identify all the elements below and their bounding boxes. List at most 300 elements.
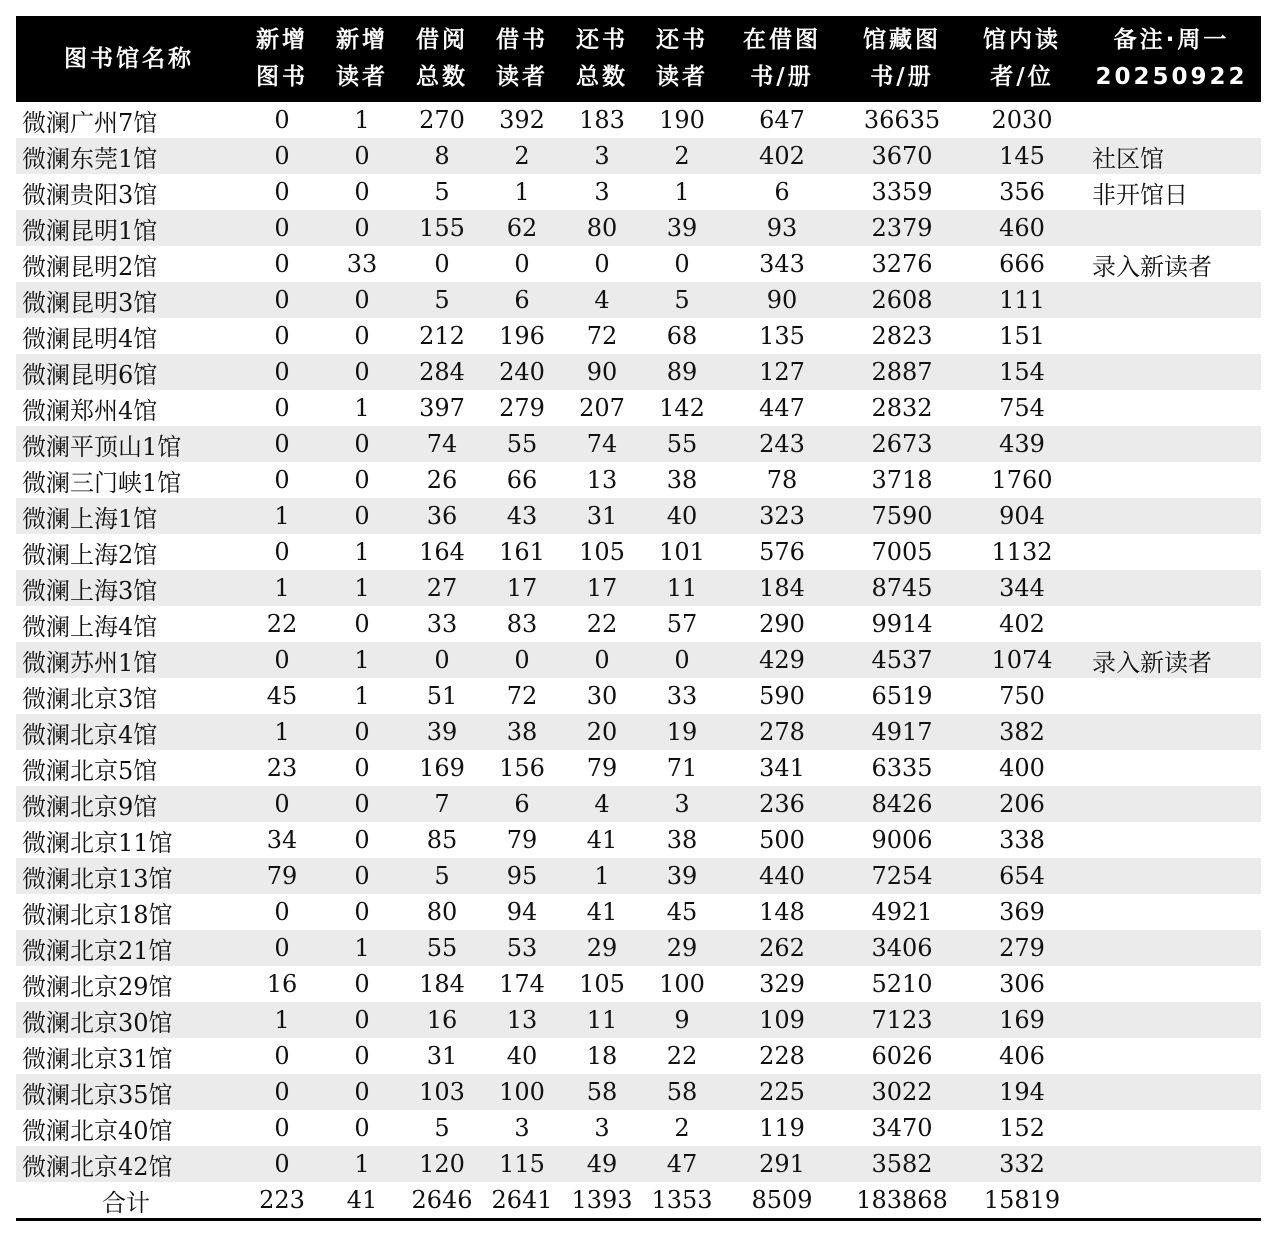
value-cell: 49 <box>562 1146 642 1182</box>
value-cell: 74 <box>562 426 642 462</box>
value-cell: 100 <box>482 1074 562 1110</box>
value-cell: 55 <box>402 930 482 966</box>
library-name-cell: 微澜北京42馆 <box>16 1146 242 1182</box>
value-cell: 262 <box>722 930 842 966</box>
column-header <box>16 16 242 102</box>
column-header <box>322 16 402 102</box>
library-name-cell: 微澜北京3馆 <box>22 684 158 713</box>
value-cell: 19 <box>642 714 722 750</box>
note-cell <box>1082 966 1261 1002</box>
value-cell: 0 <box>402 642 482 678</box>
note-cell: 非开馆日 <box>1092 180 1188 209</box>
value-cell: 109 <box>722 1002 842 1038</box>
value-cell: 1 <box>322 642 402 678</box>
value-cell: 228 <box>759 1042 805 1070</box>
table-row <box>16 1038 1261 1074</box>
value-cell: 20 <box>562 714 642 750</box>
value-cell: 0 <box>242 930 322 966</box>
value-cell: 16 <box>402 1002 482 1038</box>
value-cell: 0 <box>274 538 290 566</box>
column-header-line: 馆内读 <box>983 27 1061 53</box>
column-header-line: 读者 <box>336 64 388 90</box>
value-cell: 2673 <box>842 426 962 462</box>
value-cell: 33 <box>346 250 378 278</box>
value-cell: 3 <box>594 1114 610 1142</box>
value-cell: 2379 <box>842 210 962 246</box>
value-cell: 145 <box>962 138 1082 174</box>
value-cell: 754 <box>999 394 1045 422</box>
value-cell: 40 <box>506 1042 538 1070</box>
column-header <box>562 16 642 102</box>
table-body <box>16 102 1261 1218</box>
library-name-cell: 微澜上海2馆 <box>22 540 158 569</box>
value-cell: 7005 <box>871 538 933 566</box>
value-cell: 151 <box>999 322 1045 350</box>
value-cell: 0 <box>354 970 370 998</box>
note-cell <box>1082 858 1261 894</box>
table-row <box>16 606 1261 642</box>
value-cell: 3670 <box>842 138 962 174</box>
library-name-cell: 微澜昆明1馆 <box>16 210 242 246</box>
value-cell: 15819 <box>962 1182 1082 1218</box>
table-row <box>16 1074 1261 1110</box>
value-cell: 0 <box>274 1042 290 1070</box>
value-cell: 33 <box>426 610 458 638</box>
value-cell: 26 <box>426 466 458 494</box>
value-cell: 90 <box>722 282 842 318</box>
value-cell: 0 <box>274 178 290 206</box>
library-name-cell: 微澜三门峡1馆 <box>22 468 182 497</box>
value-cell: 79 <box>586 754 618 782</box>
library-name-cell: 微澜东莞1馆 <box>16 138 242 174</box>
note-cell <box>1082 498 1261 534</box>
value-cell: 9006 <box>871 826 933 854</box>
column-header-line: 借书 <box>496 27 548 53</box>
column-header-line: 书/册 <box>870 64 934 90</box>
library-name-cell: 微澜广州7馆 <box>22 108 158 137</box>
value-cell: 164 <box>419 538 465 566</box>
value-cell: 0 <box>242 210 322 246</box>
note-cell <box>1082 1074 1261 1110</box>
value-cell: 103 <box>402 1074 482 1110</box>
value-cell: 58 <box>642 1074 722 1110</box>
value-cell: 72 <box>586 322 618 350</box>
value-cell: 0 <box>354 178 370 206</box>
value-cell: 66 <box>506 466 538 494</box>
value-cell: 105 <box>579 538 625 566</box>
value-cell: 30 <box>586 682 618 710</box>
column-header <box>842 16 962 102</box>
value-cell: 79 <box>242 858 322 894</box>
note-cell <box>1082 678 1261 714</box>
value-cell: 9914 <box>871 610 933 638</box>
value-cell: 36 <box>402 498 482 534</box>
column-header <box>962 16 1082 102</box>
value-cell: 2823 <box>871 322 933 350</box>
value-cell: 83 <box>506 610 538 638</box>
value-cell: 11 <box>562 1002 642 1038</box>
note-cell <box>1082 1182 1261 1218</box>
value-cell: 23 <box>266 754 298 782</box>
value-cell: 161 <box>499 538 545 566</box>
value-cell: 0 <box>322 1002 402 1038</box>
value-cell: 62 <box>482 210 562 246</box>
value-cell: 3 <box>514 1114 530 1142</box>
value-cell: 0 <box>354 826 370 854</box>
value-cell: 447 <box>759 394 805 422</box>
library-name-cell: 微澜昆明4馆 <box>22 324 158 353</box>
table-row <box>16 750 1261 786</box>
value-cell: 1 <box>242 1002 322 1038</box>
value-cell: 344 <box>962 570 1082 606</box>
value-cell: 284 <box>402 354 482 390</box>
note-cell <box>1082 210 1261 246</box>
value-cell: 58 <box>562 1074 642 1110</box>
value-cell: 0 <box>274 898 290 926</box>
table-row <box>16 858 1261 894</box>
value-cell: 402 <box>722 138 842 174</box>
value-cell: 47 <box>642 1146 722 1182</box>
table-row <box>16 678 1261 714</box>
value-cell: 36635 <box>863 106 941 134</box>
value-cell: 279 <box>499 394 545 422</box>
value-cell: 243 <box>722 426 842 462</box>
value-cell: 3718 <box>871 466 933 494</box>
value-cell: 40 <box>642 498 722 534</box>
library-stats-table <box>16 16 1261 1218</box>
column-header <box>482 16 562 102</box>
value-cell: 39 <box>402 714 482 750</box>
value-cell: 5 <box>402 858 482 894</box>
value-cell: 3359 <box>871 178 933 206</box>
value-cell: 72 <box>506 682 538 710</box>
library-name-cell: 微澜北京30馆 <box>16 1002 242 1038</box>
value-cell: 750 <box>999 682 1045 710</box>
value-cell: 41 <box>586 898 618 926</box>
table-row <box>16 138 1261 174</box>
value-cell: 4921 <box>871 898 933 926</box>
value-cell: 1 <box>562 858 642 894</box>
value-cell: 169 <box>962 1002 1082 1038</box>
library-name-cell: 微澜北京5馆 <box>22 756 158 785</box>
value-cell: 8 <box>402 138 482 174</box>
library-name-cell: 微澜上海3馆 <box>16 570 242 606</box>
table-row <box>16 102 1261 138</box>
value-cell: 0 <box>674 250 690 278</box>
note-cell <box>1082 1038 1261 1074</box>
value-cell: 16 <box>266 970 298 998</box>
value-cell: 95 <box>482 858 562 894</box>
value-cell: 41 <box>586 826 618 854</box>
value-cell: 45 <box>266 682 298 710</box>
bottom-rule <box>16 1218 1261 1221</box>
value-cell: 439 <box>962 426 1082 462</box>
value-cell: 2 <box>482 138 562 174</box>
value-cell: 127 <box>722 354 842 390</box>
value-cell: 3 <box>642 786 722 822</box>
value-cell: 0 <box>322 858 402 894</box>
value-cell: 142 <box>659 394 705 422</box>
value-cell: 0 <box>274 106 290 134</box>
value-cell: 0 <box>322 498 402 534</box>
column-header-line: 图书 <box>256 64 308 90</box>
note-cell <box>1082 102 1261 138</box>
value-cell: 2 <box>674 1114 690 1142</box>
note-cell <box>1082 606 1261 642</box>
value-cell: 2832 <box>871 394 933 422</box>
value-cell: 57 <box>666 610 698 638</box>
table-row <box>16 354 1261 390</box>
value-cell: 338 <box>999 826 1045 854</box>
value-cell: 38 <box>482 714 562 750</box>
value-cell: 1 <box>354 682 370 710</box>
value-cell: 55 <box>642 426 722 462</box>
value-cell: 0 <box>514 250 530 278</box>
value-cell: 0 <box>242 426 322 462</box>
value-cell: 183 <box>579 106 625 134</box>
value-cell: 2 <box>642 138 722 174</box>
table-row <box>16 534 1261 570</box>
value-cell: 3406 <box>842 930 962 966</box>
column-header-line: 新增 <box>336 27 388 53</box>
library-name-cell: 微澜郑州4馆 <box>22 396 158 425</box>
value-cell: 1 <box>322 930 402 966</box>
value-cell: 236 <box>722 786 842 822</box>
library-name-cell: 微澜北京4馆 <box>16 714 242 750</box>
value-cell: 382 <box>962 714 1082 750</box>
value-cell: 4537 <box>842 642 962 678</box>
value-cell: 0 <box>242 354 322 390</box>
note-cell <box>1082 354 1261 390</box>
table-row <box>16 462 1261 498</box>
value-cell: 0 <box>274 1114 290 1142</box>
note-cell <box>1082 570 1261 606</box>
value-cell: 156 <box>499 754 545 782</box>
value-cell: 460 <box>962 210 1082 246</box>
note-cell <box>1082 318 1261 354</box>
value-cell: 576 <box>759 538 805 566</box>
value-cell: 0 <box>434 250 450 278</box>
value-cell: 1074 <box>962 642 1082 678</box>
library-name-cell: 微澜苏州1馆 <box>16 642 242 678</box>
note-cell <box>1082 822 1261 858</box>
value-cell: 29 <box>562 930 642 966</box>
table-row <box>16 498 1261 534</box>
library-name-cell: 微澜平顶山1馆 <box>16 426 242 462</box>
table-row <box>16 570 1261 606</box>
value-cell: 93 <box>722 210 842 246</box>
value-cell: 101 <box>659 538 705 566</box>
value-cell: 115 <box>482 1146 562 1182</box>
value-cell: 647 <box>759 106 805 134</box>
note-cell <box>1082 930 1261 966</box>
value-cell: 291 <box>722 1146 842 1182</box>
value-cell: 2641 <box>482 1182 562 1218</box>
value-cell: 440 <box>722 858 842 894</box>
value-cell: 1 <box>674 178 690 206</box>
column-header-line: 新增 <box>256 27 308 53</box>
value-cell: 5 <box>434 1114 450 1142</box>
column-header <box>1082 16 1261 102</box>
value-cell: 0 <box>354 466 370 494</box>
table-row <box>16 714 1261 750</box>
value-cell: 39 <box>642 858 722 894</box>
value-cell: 7254 <box>842 858 962 894</box>
header-row <box>16 16 1261 102</box>
value-cell: 148 <box>759 898 805 926</box>
column-header-line: 总数 <box>576 64 628 90</box>
library-name-cell: 微澜北京11馆 <box>22 828 173 857</box>
value-cell: 13 <box>482 1002 562 1038</box>
value-cell: 3582 <box>842 1146 962 1182</box>
value-cell: 0 <box>242 1146 322 1182</box>
library-name-cell: 微澜昆明6馆 <box>16 354 242 390</box>
value-cell: 0 <box>322 426 402 462</box>
note-cell <box>1082 534 1261 570</box>
value-cell: 0 <box>322 282 402 318</box>
value-cell: 5 <box>434 178 450 206</box>
value-cell: 154 <box>962 354 1082 390</box>
value-cell: 666 <box>999 250 1045 278</box>
value-cell: 0 <box>242 138 322 174</box>
column-header-line: 还书 <box>576 27 628 53</box>
value-cell: 0 <box>322 714 402 750</box>
column-header-line: 图书馆名称 <box>64 45 194 72</box>
value-cell: 105 <box>579 970 625 998</box>
table-row <box>16 966 1261 1002</box>
value-cell: 4 <box>562 786 642 822</box>
value-cell: 1393 <box>562 1182 642 1218</box>
value-cell: 1 <box>322 570 402 606</box>
value-cell: 4917 <box>842 714 962 750</box>
value-cell: 1 <box>354 538 370 566</box>
value-cell: 94 <box>506 898 538 926</box>
value-cell: 343 <box>759 250 805 278</box>
column-header <box>642 16 722 102</box>
value-cell: 29 <box>642 930 722 966</box>
value-cell: 7123 <box>842 1002 962 1038</box>
value-cell: 85 <box>426 826 458 854</box>
value-cell: 0 <box>274 322 290 350</box>
value-cell: 22 <box>666 1042 698 1070</box>
value-cell: 5 <box>642 282 722 318</box>
value-cell: 80 <box>562 210 642 246</box>
table-row <box>16 210 1261 246</box>
note-cell <box>1082 714 1261 750</box>
value-cell: 0 <box>274 250 290 278</box>
value-cell: 278 <box>722 714 842 750</box>
library-name-cell: 微澜北京9馆 <box>16 786 242 822</box>
value-cell: 5210 <box>871 970 933 998</box>
value-cell: 225 <box>722 1074 842 1110</box>
value-cell: 3 <box>562 138 642 174</box>
column-header-line: 者/位 <box>990 64 1054 90</box>
value-cell: 1132 <box>991 538 1053 566</box>
value-cell: 6519 <box>871 682 933 710</box>
value-cell: 68 <box>666 322 698 350</box>
value-cell: 155 <box>402 210 482 246</box>
value-cell: 18 <box>586 1042 618 1070</box>
value-cell: 402 <box>999 610 1045 638</box>
library-name-cell: 微澜上海1馆 <box>16 498 242 534</box>
value-cell: 38 <box>666 466 698 494</box>
column-header <box>402 16 482 102</box>
table-row <box>16 174 1261 210</box>
value-cell: 207 <box>579 394 625 422</box>
value-cell: 22 <box>586 610 618 638</box>
note-cell <box>1082 750 1261 786</box>
table-row <box>16 930 1261 966</box>
table-row <box>16 822 1261 858</box>
library-name-cell: 微澜北京29馆 <box>22 972 173 1001</box>
value-cell: 1760 <box>991 466 1053 494</box>
value-cell: 79 <box>506 826 538 854</box>
value-cell: 0 <box>322 210 402 246</box>
value-cell: 6335 <box>871 754 933 782</box>
value-cell: 0 <box>354 322 370 350</box>
value-cell: 196 <box>499 322 545 350</box>
column-header-line: 还书 <box>656 27 708 53</box>
table-row <box>16 786 1261 822</box>
note-cell <box>1082 1110 1261 1146</box>
column-header-line: 读者 <box>496 64 548 90</box>
value-cell: 80 <box>426 898 458 926</box>
value-cell: 2608 <box>842 282 962 318</box>
total-row <box>16 1182 1261 1218</box>
value-cell: 53 <box>482 930 562 966</box>
note-cell: 社区馆 <box>1082 138 1261 174</box>
library-name-cell: 微澜昆明3馆 <box>16 282 242 318</box>
value-cell: 323 <box>722 498 842 534</box>
table-row <box>16 1146 1261 1182</box>
value-cell: 240 <box>482 354 562 390</box>
value-cell: 183868 <box>842 1182 962 1218</box>
value-cell: 51 <box>426 682 458 710</box>
table-row <box>16 390 1261 426</box>
value-cell: 89 <box>642 354 722 390</box>
table-row <box>16 246 1261 282</box>
column-header <box>722 16 842 102</box>
column-header <box>242 16 322 102</box>
value-cell: 22 <box>266 610 298 638</box>
value-cell: 1 <box>354 394 370 422</box>
note-cell <box>1082 1002 1261 1038</box>
column-header-line: 总数 <box>416 64 468 90</box>
value-cell: 223 <box>242 1182 322 1218</box>
value-cell: 3470 <box>871 1114 933 1142</box>
value-cell: 270 <box>419 106 465 134</box>
table-row <box>16 318 1261 354</box>
column-header-line: 书/册 <box>750 64 814 90</box>
value-cell: 0 <box>354 754 370 782</box>
value-cell: 8426 <box>842 786 962 822</box>
value-cell: 17 <box>482 570 562 606</box>
value-cell: 90 <box>562 354 642 390</box>
value-cell: 190 <box>659 106 705 134</box>
note-cell <box>1082 426 1261 462</box>
note-cell <box>1082 462 1261 498</box>
value-cell: 135 <box>759 322 805 350</box>
value-cell: 169 <box>419 754 465 782</box>
table-row <box>16 642 1261 678</box>
value-cell: 2030 <box>991 106 1053 134</box>
value-cell: 0 <box>322 354 402 390</box>
value-cell: 0 <box>354 1042 370 1070</box>
note-cell <box>1082 786 1261 822</box>
value-cell: 34 <box>266 826 298 854</box>
table-row <box>16 1002 1261 1038</box>
table-row <box>16 894 1261 930</box>
